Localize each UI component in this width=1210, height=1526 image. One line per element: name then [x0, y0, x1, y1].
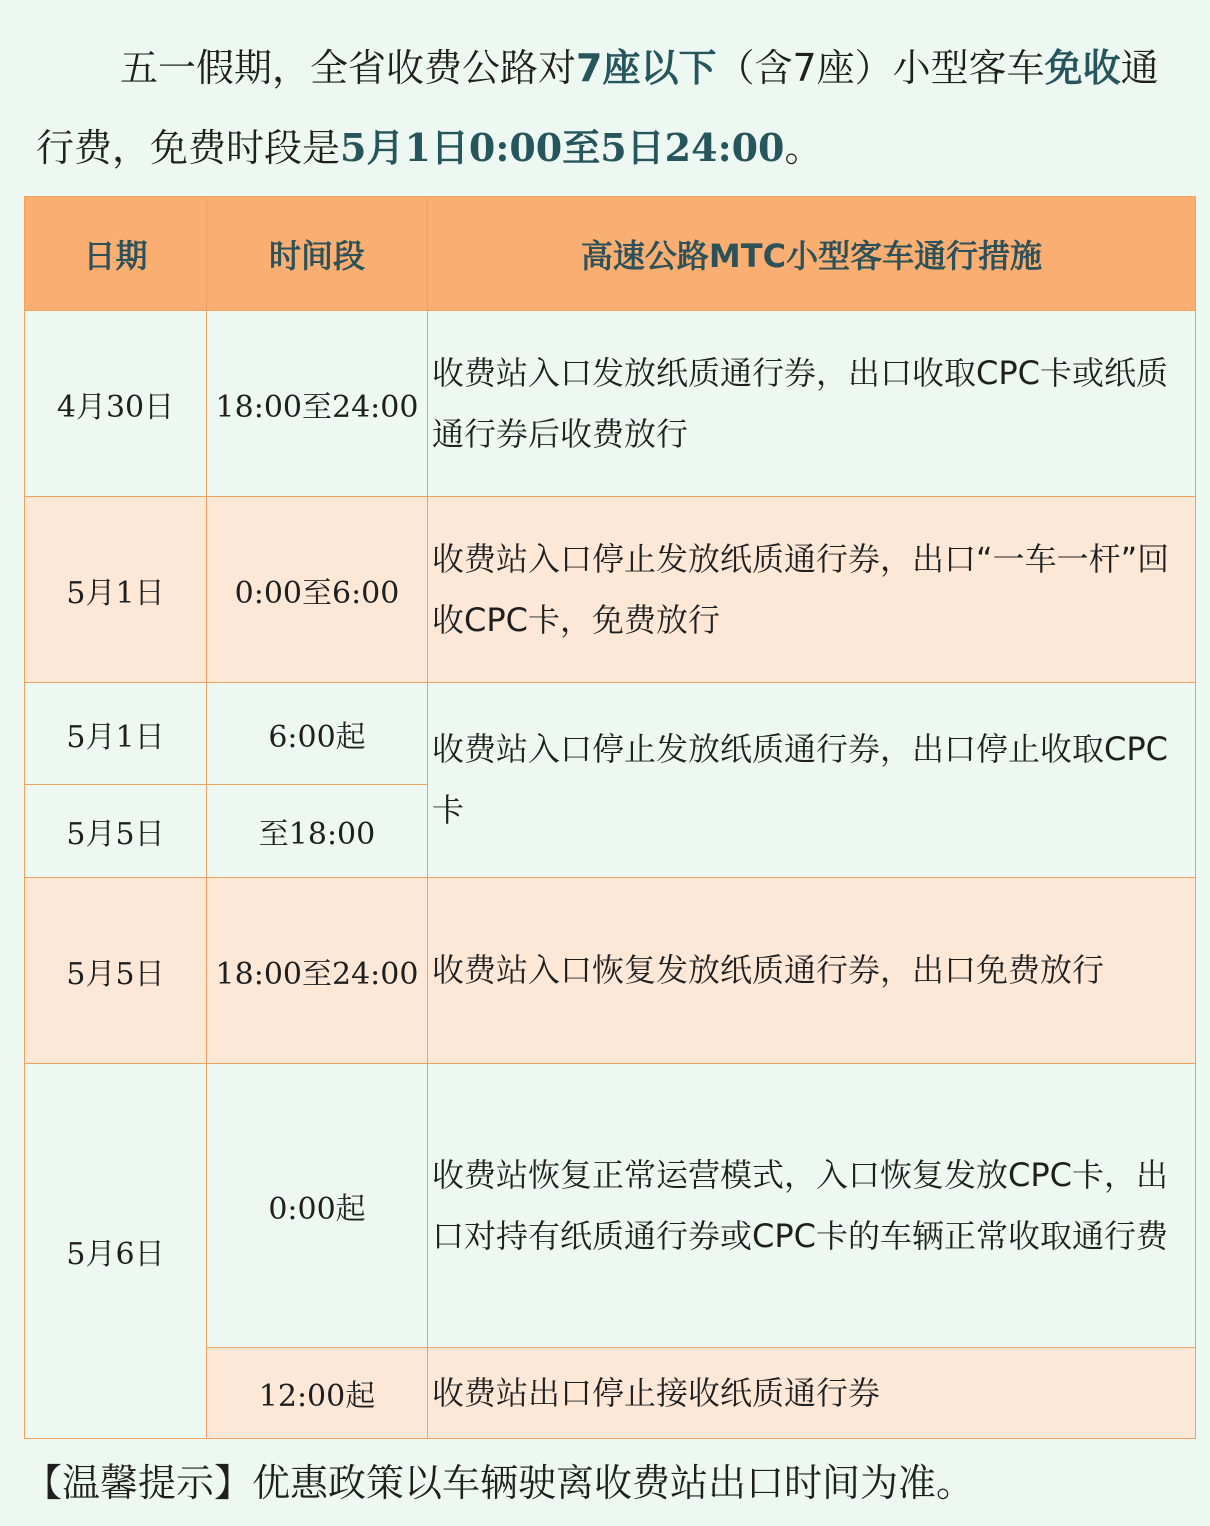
- header-date: 日期: [25, 197, 207, 311]
- cell-date: 5月1日: [25, 683, 207, 785]
- cell-date: 5月6日: [25, 1064, 207, 1439]
- cell-measure: 收费站入口恢复发放纸质通行券，出口免费放行: [428, 878, 1196, 1064]
- cell-date: 5月5日: [25, 785, 207, 878]
- intro-text-1: 五一假期，全省收费公路对: [120, 46, 577, 90]
- table-row: [25, 497, 1196, 683]
- cell-measure: 收费站出口停止接收纸质通行券: [428, 1348, 1196, 1439]
- intro-text-3: 通行费，免费时段是: [36, 46, 1159, 170]
- table-row: [25, 683, 1196, 785]
- cell-measure: 收费站恢复正常运营模式，入口恢复发放CPC卡，出口对持有纸质通行券或CPC卡的车辆正常收取通行费: [428, 1064, 1196, 1348]
- cell-measure: 收费站入口停止发放纸质通行券，出口“一车一杆”回收CPC卡，免费放行: [428, 497, 1196, 683]
- table-row: [25, 311, 1196, 497]
- cell-time: 18:00至24:00: [207, 311, 428, 497]
- cell-date: 4月30日: [25, 311, 207, 497]
- toll-measures-table: [24, 196, 1196, 1439]
- cell-measure: 收费站入口停止发放纸质通行券，出口停止收取CPC卡: [428, 683, 1196, 878]
- table-row: [25, 878, 1196, 1064]
- cell-time: 6:00起: [207, 683, 428, 785]
- cell-time: 至18:00: [207, 785, 428, 878]
- warm-tip: 【温馨提示】优惠政策以车辆驶离收费站出口时间为准。: [24, 1461, 975, 1505]
- intro-text-end: 。: [784, 126, 823, 170]
- table-row: [25, 1064, 1196, 1348]
- intro-highlight-seats: 7座以下: [576, 46, 717, 90]
- intro-highlight-free: 免收: [1044, 46, 1121, 90]
- cell-date: 5月5日: [25, 878, 207, 1064]
- cell-time: 18:00至24:00: [207, 878, 428, 1064]
- cell-measure: 收费站入口发放纸质通行券，出口收取CPC卡或纸质通行券后收费放行: [428, 311, 1196, 497]
- cell-date: 5月1日: [25, 497, 207, 683]
- table-header-row: [25, 197, 1196, 311]
- cell-time: 0:00起: [207, 1064, 428, 1348]
- cell-time: 0:00至6:00: [207, 497, 428, 683]
- intro-text-2: （含7座）小型客车: [716, 46, 1045, 90]
- header-time: 时间段: [207, 197, 428, 311]
- cell-time: 12:00起: [207, 1348, 428, 1439]
- intro-highlight-period: 5月1日0:00至5日24:00: [340, 125, 785, 170]
- intro-paragraph: [36, 28, 1186, 188]
- header-measure: 高速公路MTC小型客车通行措施: [428, 197, 1196, 311]
